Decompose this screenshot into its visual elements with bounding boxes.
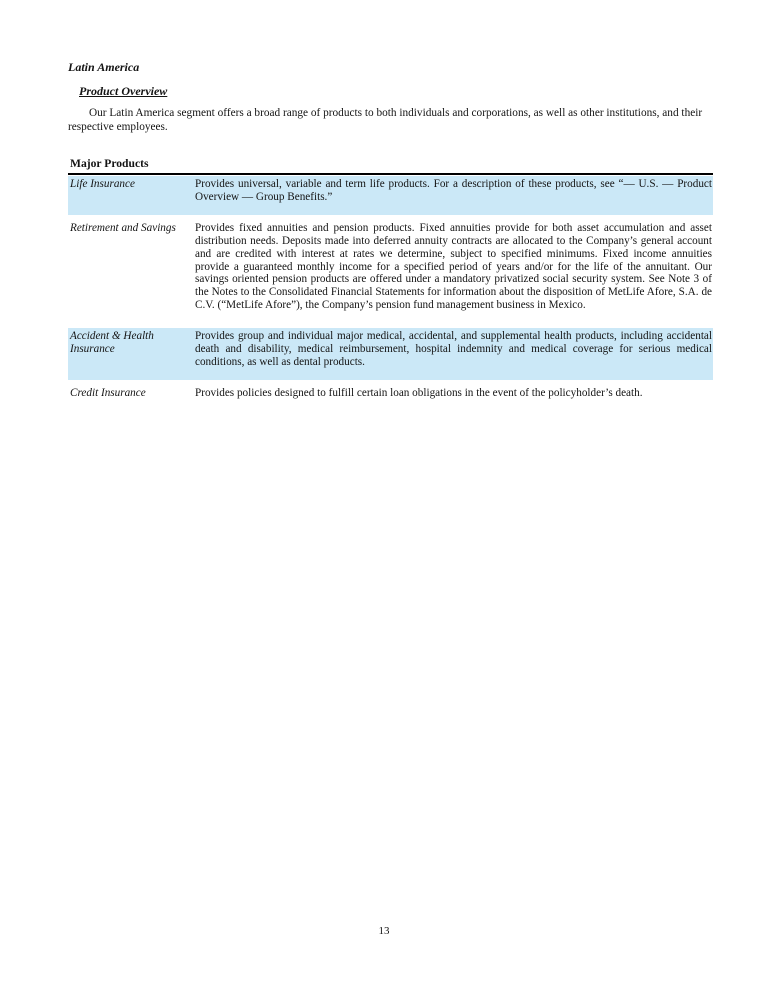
section-title: Latin America (68, 60, 140, 74)
product-description: Provides fixed annuities and pension products. Fixed annuities provide for both asset accumulation and asset distribution needs. Deposits made into deferred annuity contracts are allocated to the Company’s general account and are credited with interest at rates we determine, subject to specified minimums. Fixed income annuities provide a guaranteed monthly income for a specified period of years and/or for the life of the annuitant. Our savings oriented pension products are offered under a mandatory privatized social security system. See Note 3 of the Notes to the Consolidated Financial Statements for information about the disposition of MetLife Afore, S.A. de C.V. (“MetLife Afore”), the Company’s pension fund management business in Mexico. (195, 222, 712, 311)
major-products-table (68, 173, 713, 412)
intro-paragraph: Our Latin America segment offers a broad range of products to both individuals and corporations, as well as other institutions, and their respective employees. (68, 107, 703, 133)
page-number: 13 (378, 925, 390, 937)
product-description: Provides group and individual major medical, accidental, and supplemental health products, including accidental death and disability, medical reimbursement, hospital indemnity and medical coverage for serious medical conditions, as well as dental products. (195, 330, 712, 368)
table-heading: Major Products (70, 157, 149, 170)
table-row (68, 385, 713, 412)
product-description: Provides universal, variable and term life products. For a description of these products, see “— U.S. — Product Overview — Group Benefits.” (195, 178, 712, 203)
product-description: Provides policies designed to fulfill certain loan obligations in the event of the policyholder’s death. (195, 387, 643, 400)
page-content (68, 61, 713, 417)
table-row (68, 328, 713, 380)
table-row (68, 176, 713, 215)
subsection-title: Product Overview (79, 84, 168, 98)
table-row (68, 220, 713, 323)
product-term: Accident & Health Insurance (70, 330, 154, 356)
product-term: Credit Insurance (70, 387, 146, 400)
product-term: Retirement and Savings (70, 222, 176, 235)
product-term: Life Insurance (70, 178, 135, 190)
